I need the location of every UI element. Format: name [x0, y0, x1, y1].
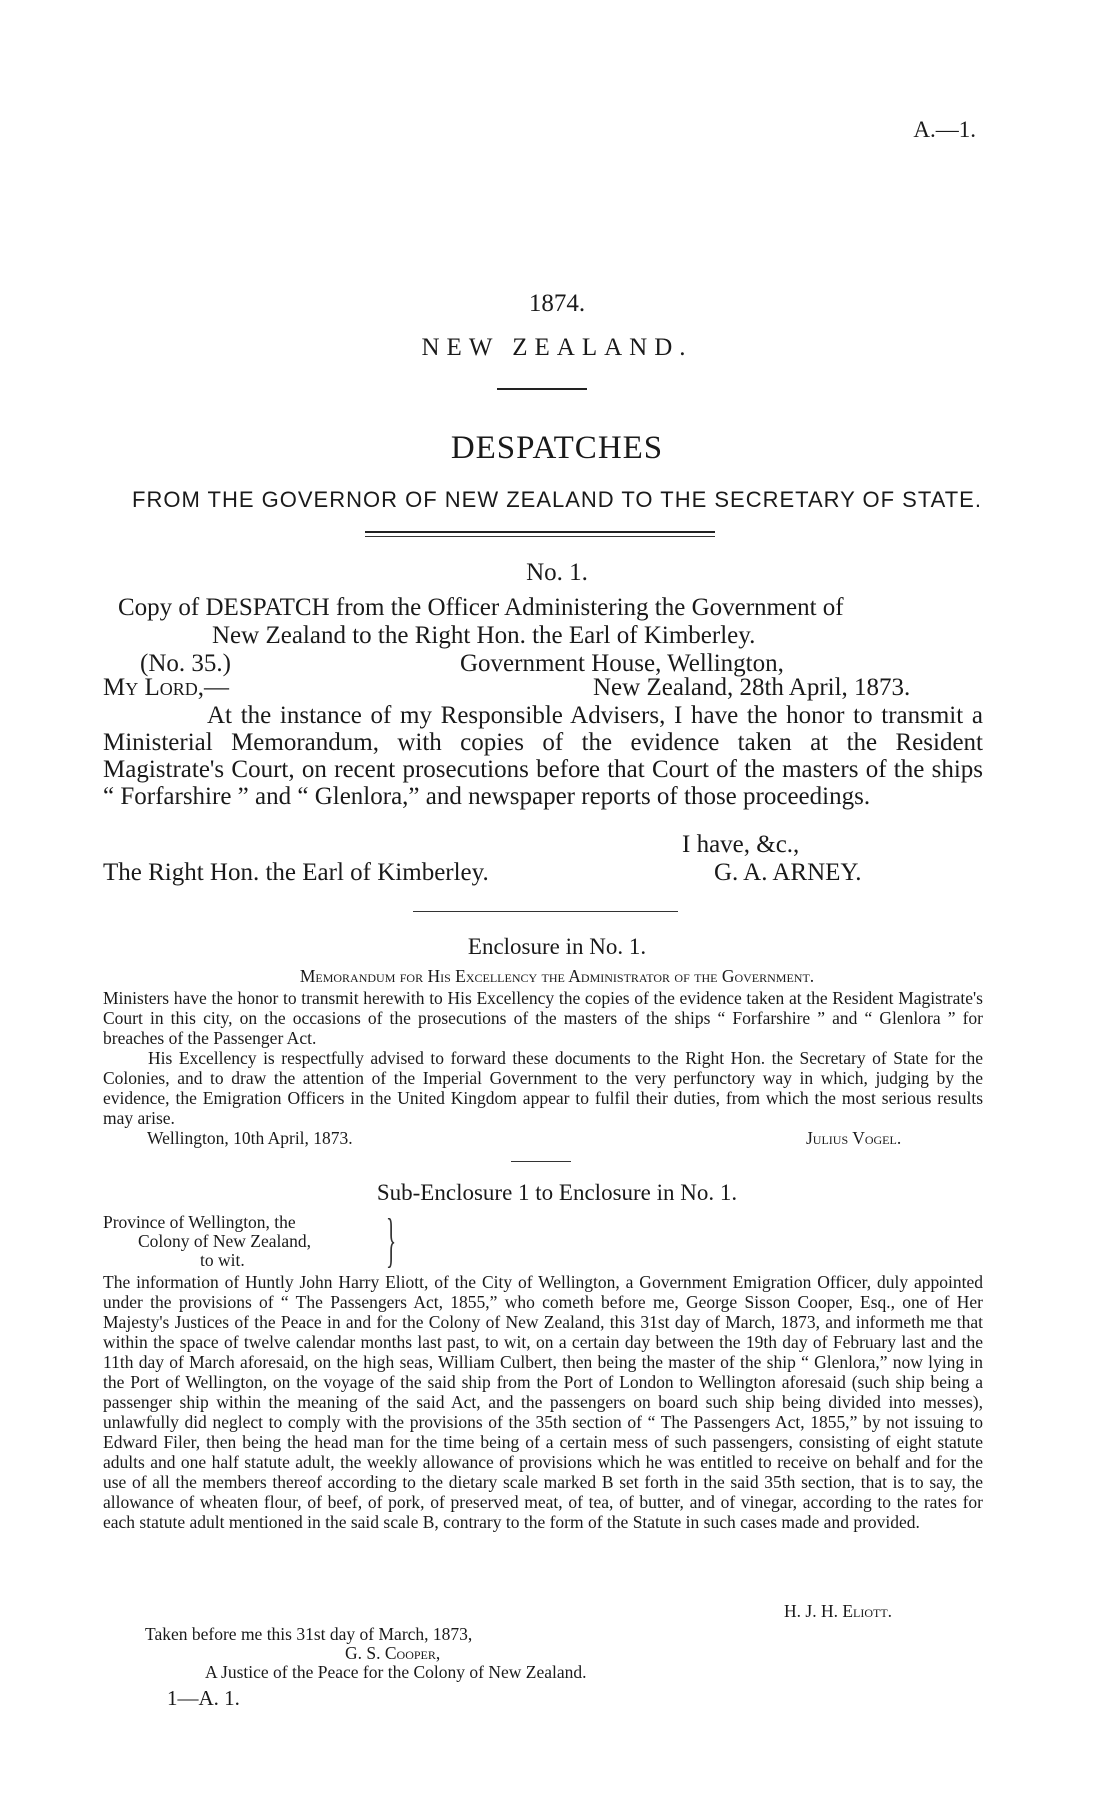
despatch-salutation: My Lord,—: [103, 674, 230, 701]
country-heading: NEW ZEALAND.: [421, 334, 693, 361]
document-title: DESPATCHES: [450, 430, 664, 466]
divider-double-bottom: [365, 536, 715, 537]
enclosure-memo-heading: Memorandum for His Excellency the Administrator of the Government.: [299, 966, 815, 986]
sub-enclosure-title: Sub-Enclosure 1 to Enclosure in No. 1.: [376, 1180, 738, 1205]
enclosure-paragraph-2: His Excellency is respectfully advised to forward these documents to the Right Hon. the Secretary of State for the Colonies, and to draw the attention of the Imperial Government to the very perfunctory way in which, judging by the evidence, the Emigration Officers in the United Kingdom appear to fulfil their duties, from which the most serious results may arise.: [103, 1048, 983, 1128]
province-line-3: to wit.: [200, 1250, 245, 1270]
despatch-heading-line1: [118, 594, 998, 621]
enclosure-paragraph-1: Ministers have the honor to transmit herewith to His Excellency the copies of the evidence taken at the Resident Magistrate's Court in this city, on the occasions of the prosecutions of the masters of the ships “ Forfarshire ” and “ Glenlora ” for breaches of the Passenger Act.: [103, 988, 983, 1048]
enclosure-signature: Julius Vogel.: [806, 1128, 902, 1148]
divider-sub-enclosure: [511, 1161, 571, 1162]
taken-before: Taken before me this 31st day of March, 1873,: [145, 1624, 473, 1644]
magistrate-name: G. S. Cooper,: [345, 1643, 441, 1663]
despatch-body: At the instance of my Responsible Advisers, I have the honor to transmit a Ministerial Memorandum, with copies of the evidence taken at the Resident Magistrate's Court, on recent prosecutions before that Court of the masters of the ships “ Forfarshire ” and “ Glenlora,” and newspaper reports of those proceedings.: [103, 702, 983, 810]
province-line-1: Province of Wellington, the: [103, 1212, 296, 1232]
despatch-signature: G. A. ARNEY.: [714, 859, 862, 886]
despatch-place-line2: New Zealand, 28th April, 1873.: [593, 674, 911, 701]
despatch-ref: (No. 35.): [140, 650, 231, 677]
despatch-addressee: The Right Hon. the Earl of Kimberley.: [103, 859, 489, 886]
enclosure-date: Wellington, 10th April, 1873.: [147, 1128, 353, 1148]
sub-enclosure-body: The information of Huntly John Harry Eliott, of the City of Wellington, a Government Emigration Officer, duly appointed under the provisions of “ The Passengers Act, 1855,” who cometh before me, George Sisson Cooper, Esq., one of Her Majesty's Justices of the Peace in and for the Colony of New Zealand, this 31st day of March, 1873, and informeth me that within the space of twelve calendar months last past, to wit, on a certain day between the 19th day of February last and the 11th day of March aforesaid, on the high seas, William Culbert, then being the master of the ship “ Glenlora,” now lying in the Port of Wellington, on the voyage of the said ship from the Port of London to Wellington aforesaid (such ship being a passenger ship within the meaning of the said Act, and the passengers on board such ship being divided into messes), unlawfully did neglect to comply with the provisions of the 35th section of “ The Passengers Act, 1855,” by not issuing to Edward Filer, then being the head man for the time being of a certain mess of such passengers, consisting of eight statute adults and one half statute adult, the weekly allowance of provisions which he was entitled to receive on behalf and for the use of all the members thereof according to the dietary scale marked B set forth in the said 35th section, that is to say, the allowance of wheaten flour, of beef, of pork, of preserved meat, of tea, of butter, and of vinegar, according to the rates for each statute adult mentioned in the said scale B, contrary to the form of the Statute in such cases made and provided.: [103, 1272, 983, 1532]
despatch-place-line1: Government House, Wellington,: [460, 650, 784, 677]
divider-double-top: [365, 531, 715, 533]
divider-enclosure: [413, 911, 678, 912]
document-subtitle: FROM THE GOVERNOR OF NEW ZEALAND TO THE SECRETARY OF STATE.: [132, 487, 982, 512]
despatch-number: No. 1.: [526, 559, 588, 586]
brace-icon: }: [386, 1207, 397, 1273]
despatch-closing: I have, &c.,: [682, 831, 800, 858]
page-number: A.—1.: [913, 117, 976, 142]
divider-short: [497, 388, 587, 390]
despatch-heading-text2: New Zealand to the Right Hon. the Earl of Kimberley.: [212, 622, 756, 649]
year: 1874.: [528, 290, 586, 317]
despatch-heading-line2: [212, 622, 1012, 649]
signature-mark: 1—A. 1.: [167, 1686, 240, 1710]
magistrate-title: A Justice of the Peace for the Colony of New Zealand.: [205, 1662, 587, 1682]
despatch-heading-text1: Copy of DESPATCH from the Officer Administering the Government of: [118, 594, 844, 621]
province-line-2: Colony of New Zealand,: [138, 1231, 312, 1251]
sub-enclosure-signature: H. J. H. Eliott.: [784, 1601, 893, 1621]
enclosure-title: Enclosure in No. 1.: [467, 934, 647, 959]
